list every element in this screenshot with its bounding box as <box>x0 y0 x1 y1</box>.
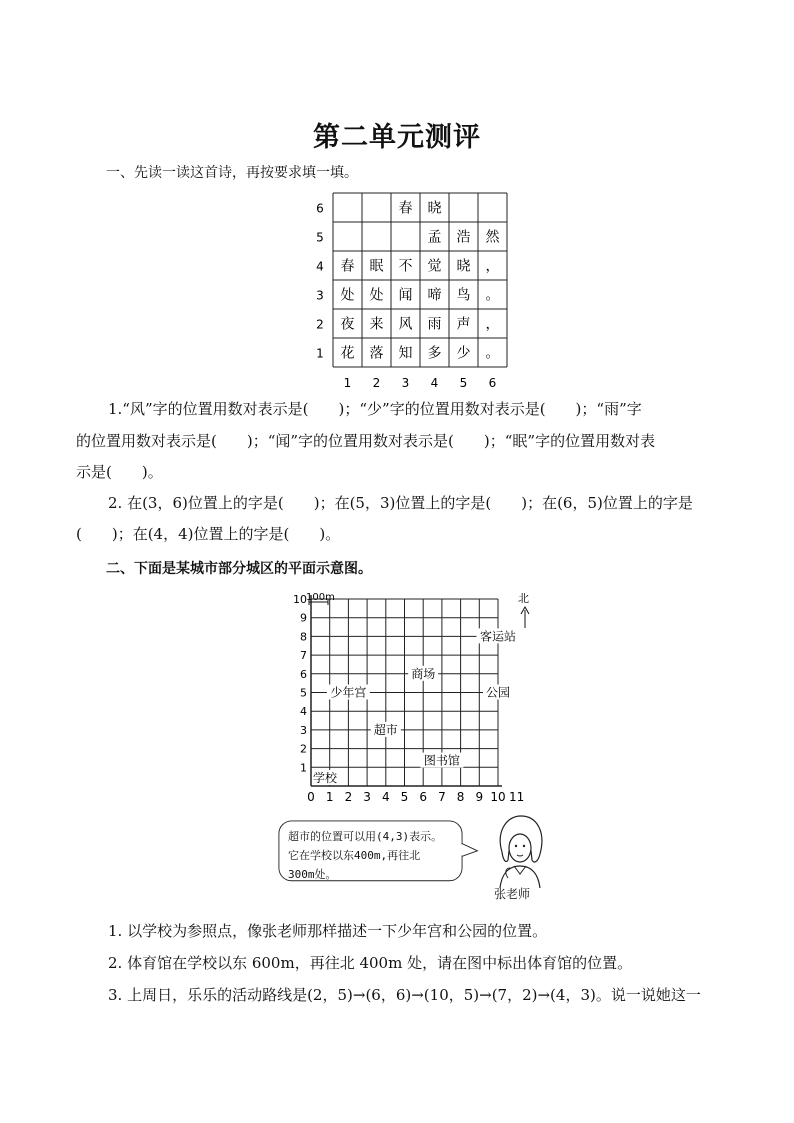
teacher-label: 张老师 <box>494 887 531 901</box>
q2-1: 1. 以学校为参照点，像张老师那样描述一下少年宫和公园的位置。 <box>108 922 548 940</box>
poem-cell: 孟 <box>427 229 442 246</box>
city-map <box>285 588 545 810</box>
map-x-label: 0 <box>307 790 315 804</box>
poem-cell: 落 <box>369 345 384 362</box>
poem-grid <box>305 190 525 395</box>
poem-cell: 浩 <box>456 229 471 246</box>
map-y-label: 5 <box>300 686 307 700</box>
map-x-label: 7 <box>438 790 446 804</box>
scale-label: 100m <box>306 592 335 603</box>
map-place-label: 客运站 <box>479 629 517 644</box>
q1-1-line2: 的位置用数对表示是( )；“闻”字的位置用数对表示是( )；“眠”字的位置用数对表 <box>76 432 656 450</box>
teacher-illustration-icon <box>490 812 552 890</box>
map-x-label: 10 <box>490 790 506 804</box>
poem-cell: 晓 <box>456 258 471 275</box>
poem-cell: 夜 <box>340 316 355 333</box>
page-title: 第二单元测评 <box>313 122 481 153</box>
q2-3: 3. 上周日，乐乐的活动路线是(2，5)→(6，6)→(10，5)→(7，2)→(4，3)。说一说她这一 <box>108 986 701 1004</box>
map-place-label: 公园 <box>485 685 511 700</box>
poem-cell: 风 <box>398 316 413 333</box>
q2-2: 2. 体育馆在学校以东 600m，再往北 400m 处，请在图中标出体育馆的位置。 <box>108 954 633 972</box>
poem-x-label: 3 <box>401 376 410 390</box>
map-x-label: 1 <box>325 790 334 804</box>
map-x-label: 4 <box>381 790 390 804</box>
map-y-label: 10 <box>293 593 307 606</box>
poem-x-label: 4 <box>430 376 439 390</box>
map-place-label: 少年宫 <box>330 685 367 700</box>
poem-cell: 处 <box>369 287 384 304</box>
poem-cell: 春 <box>398 200 413 217</box>
q1-2-line1: 2. 在(3，6)位置上的字是( )；在(5，3)位置上的字是( )；在(6，5)位置上的字是 <box>108 494 693 512</box>
map-y-label: 1 <box>300 761 307 775</box>
map-y-label: 6 <box>300 667 307 681</box>
poem-cell: 然 <box>485 229 500 246</box>
poem-y-label: 4 <box>316 259 324 274</box>
speech-line-1: 超市的位置可以用(4,3)表示。 <box>288 830 443 843</box>
poem-cell: 觉 <box>427 258 442 275</box>
speech-text <box>288 827 488 884</box>
map-place-label: 商场 <box>411 666 436 681</box>
poem-cell: 少 <box>456 345 471 362</box>
poem-cell: 啼 <box>427 287 442 304</box>
poem-x-label: 2 <box>372 376 381 390</box>
poem-y-label: 3 <box>316 288 324 303</box>
poem-y-label: 2 <box>316 317 324 332</box>
poem-x-label: 6 <box>488 376 497 390</box>
poem-grid-text <box>316 200 500 391</box>
map-x-label: 9 <box>475 790 484 804</box>
poem-cell: ， <box>485 316 500 333</box>
map-places <box>312 628 520 785</box>
poem-cell: 知 <box>398 345 413 362</box>
map-place-label: 超市 <box>373 722 398 737</box>
poem-cell: 。 <box>485 345 500 362</box>
poem-x-label: 5 <box>459 376 468 390</box>
q1-1-line3: 示是( )。 <box>76 463 163 481</box>
poem-y-label: 6 <box>316 201 324 216</box>
poem-cell: 花 <box>340 345 355 362</box>
map-y-label: 9 <box>300 611 307 625</box>
map-y-label: 4 <box>300 705 307 719</box>
map-x-label: 11 <box>509 790 525 804</box>
poem-cell: 来 <box>369 316 384 333</box>
poem-cell: 晓 <box>427 200 442 217</box>
q1-1-line1: 1.“风”字的位置用数对表示是( )；“少”字的位置用数对表示是( )；“雨”字 <box>108 400 642 418</box>
map-place-label: 学校 <box>313 771 338 785</box>
poem-cell: 闻 <box>398 287 413 304</box>
section-2-heading: 二、下面是某城市部分城区的平面示意图。 <box>106 561 372 577</box>
map-x-label: 2 <box>344 790 353 804</box>
poem-y-label: 1 <box>316 346 324 361</box>
poem-cell: ， <box>485 258 500 275</box>
north-label: 北 <box>518 592 529 605</box>
poem-cell: 声 <box>456 316 471 333</box>
poem-y-label: 5 <box>316 230 324 245</box>
poem-cell: 眠 <box>369 258 384 275</box>
map-x-label: 6 <box>419 790 428 804</box>
speech-line-2: 它在学校以东400m,再往北 <box>288 849 421 862</box>
map-y-label: 2 <box>300 742 307 756</box>
map-x-label: 3 <box>363 790 371 804</box>
map-x-label: 5 <box>400 790 409 804</box>
section-1-heading: 一、先读一读这首诗，再按要求填一填。 <box>106 165 358 181</box>
map-y-label: 7 <box>300 649 307 663</box>
q1-2-line2: ( )；在(4，4)位置上的字是( )。 <box>76 525 341 543</box>
map-x-label: 8 <box>456 790 465 804</box>
poem-cell: 多 <box>427 345 442 362</box>
poem-grid-lines <box>333 193 507 367</box>
map-place-label: 图书馆 <box>423 753 460 768</box>
map-y-label: 8 <box>300 630 307 644</box>
poem-cell: 鸟 <box>456 287 471 304</box>
poem-cell: 雨 <box>427 316 442 333</box>
speech-line-3: 300m处。 <box>288 868 337 881</box>
poem-cell: 处 <box>340 287 355 304</box>
poem-cell: 。 <box>485 287 500 304</box>
map-y-label: 3 <box>300 723 307 737</box>
poem-cell: 春 <box>340 258 355 275</box>
poem-x-label: 1 <box>343 376 352 390</box>
poem-cell: 不 <box>398 258 413 275</box>
